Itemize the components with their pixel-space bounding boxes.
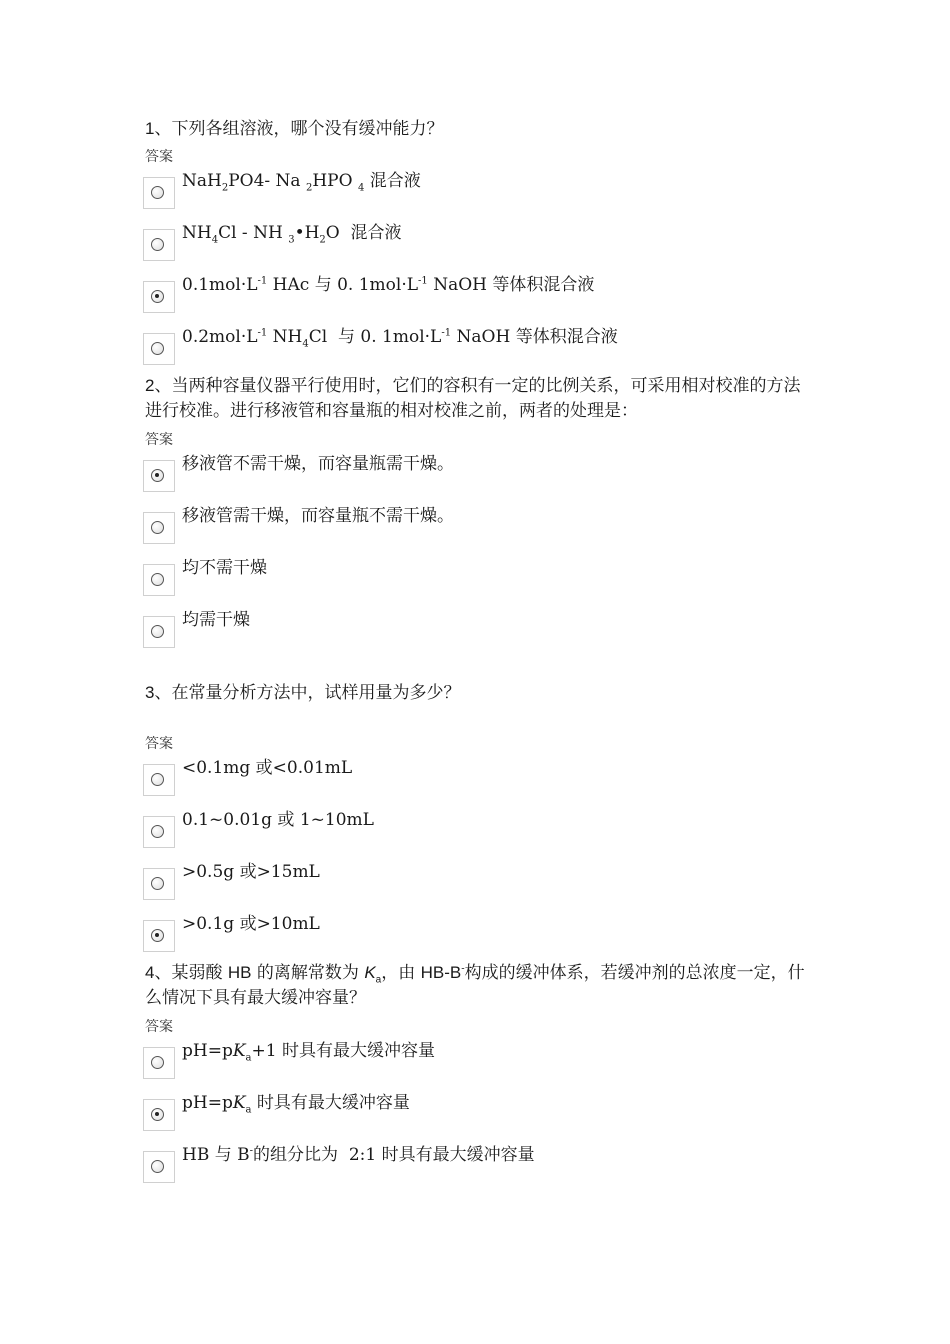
radio-unchecked-icon [151,238,164,251]
option-label: 移液管不需干燥，而容量瓶需干燥。 [182,454,454,474]
option-label: >0.1g 或>10mL [182,914,320,934]
radio-button[interactable] [143,460,175,492]
question-2-prompt: 2、当两种容量仪器平行使用时，它们的容积有一定的比例关系，可采用相对校准的方法进行校准。进行移液管和容量瓶的相对校准之前，两者的处理是： [145,376,801,421]
radio-checked-icon [151,290,164,303]
radio-unchecked-icon [151,521,164,534]
radio-button[interactable] [143,512,175,544]
radio-button[interactable] [143,1151,175,1183]
option-label: NaH$_2$PO4- Na $_2$HPO $_4$ 混合液 [182,171,421,194]
radio-button[interactable] [143,281,175,313]
radio-button[interactable] [143,816,175,848]
radio-unchecked-icon [151,825,164,838]
radio-button[interactable] [143,920,175,952]
radio-button[interactable] [143,564,175,596]
question-1-prompt: 1、下列各组溶液，哪个没有缓冲能力？ [145,119,444,139]
radio-unchecked-icon [151,1160,164,1173]
answer-label: 答案 [145,736,173,752]
radio-unchecked-icon [151,342,164,355]
option-label: $0.2mol\cdot L^{-1}$ $NH_4Cl$ 与 0. $1mol\cdot L^{-1}$ NaOH 等体积混合液 [182,327,618,350]
answer-label: 答案 [145,149,173,165]
option-label: $0.1mol\cdot L^{-1}$ HAc 与 0. $1mol\cdot L^{-1}$ NaOH 等体积混合液 [182,275,595,295]
option-label: $NH_4Cl$ - NH $_3•H_2O$ 混合液 [182,223,402,246]
answer-label: 答案 [145,1019,173,1035]
option-label: 均需干燥 [182,610,250,630]
radio-button[interactable] [143,177,175,209]
radio-checked-icon [151,469,164,482]
option-label: $pH=pK_a$ 时具有最大缓冲容量 [182,1093,410,1116]
radio-button[interactable] [143,333,175,365]
radio-button[interactable] [143,229,175,261]
radio-button[interactable] [143,764,175,796]
radio-unchecked-icon [151,773,164,786]
option-label: 均不需干燥 [182,558,267,578]
question-4-prompt: 4、某弱酸 HB 的离解常数为 $K_a$，由 HB-B-构成的缓冲体系，若缓冲剂的总浓度一定，什么情况下具有最大缓冲容量？ [145,963,805,1008]
question-3-prompt: 3、在常量分析方法中，试样用量为多少？ [145,683,461,703]
radio-checked-icon [151,1108,164,1121]
radio-unchecked-icon [151,877,164,890]
radio-checked-icon [151,929,164,942]
option-label: >0.5g 或>15mL [182,862,320,882]
radio-button[interactable] [143,1047,175,1079]
option-label: <0.1mg 或<0.01mL [182,758,353,778]
radio-unchecked-icon [151,625,164,638]
option-label: 移液管需干燥，而容量瓶不需干燥。 [182,506,454,526]
option-label: HB 与 B-的组分比为 2:1 时具有最大缓冲容量 [182,1145,535,1165]
option-label: 0.1~0.01g 或 1~10mL [182,810,374,830]
radio-button[interactable] [143,1099,175,1131]
radio-unchecked-icon [151,573,164,586]
radio-button[interactable] [143,868,175,900]
answer-label: 答案 [145,432,173,448]
radio-button[interactable] [143,616,175,648]
radio-unchecked-icon [151,186,164,199]
option-label: $pH=pK_a+1$ 时具有最大缓冲容量 [182,1041,435,1064]
radio-unchecked-icon [151,1056,164,1069]
